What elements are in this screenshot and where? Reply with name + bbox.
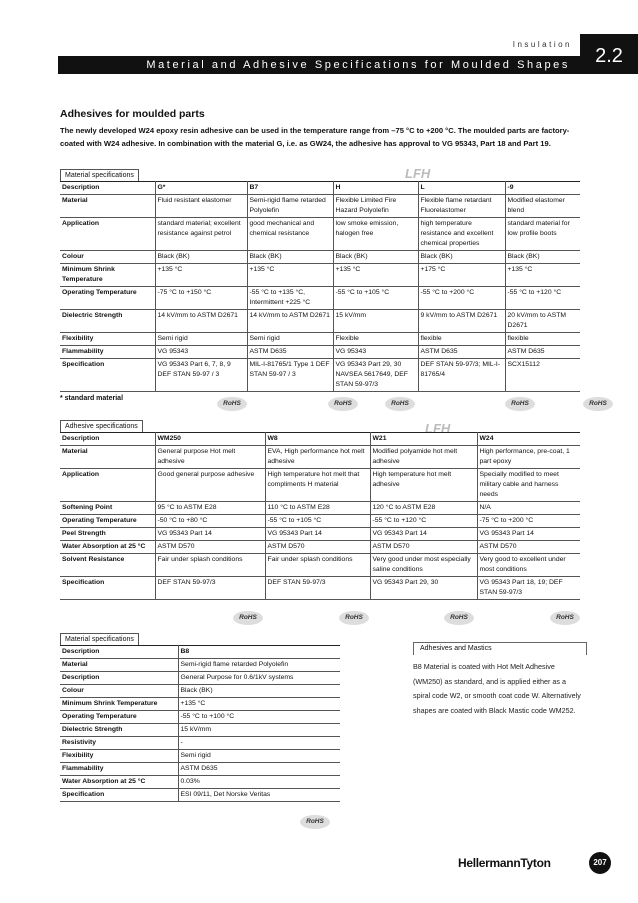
table-cell: low smoke emission, halogen free	[333, 218, 418, 251]
table-cell: General Purpose for 0.6/1kV systems	[178, 672, 340, 685]
table-cell: Application	[62, 471, 100, 478]
table-cell: +175 °C	[418, 264, 505, 287]
table-row	[60, 685, 340, 698]
table-cell: Operating Temperature	[62, 289, 137, 296]
table-cell: +135 °C	[178, 698, 340, 711]
table-cell: 110 °C to ASTM E28	[265, 502, 370, 515]
table-cell: Material	[62, 661, 88, 668]
table-cell: ASTM D570	[265, 541, 370, 554]
table-cell: Black (BK)	[155, 251, 247, 264]
table-row	[60, 346, 580, 359]
table-row	[60, 541, 580, 554]
table-cell: Flammability	[62, 765, 104, 772]
table-cell: standard material for low profile boots	[505, 218, 580, 251]
table-cell: Black (BK)	[247, 251, 333, 264]
adhesive-spec-table	[60, 432, 580, 600]
table-cell: Softening Point	[62, 504, 113, 511]
table-cell: standard material; excellent resistance against petrol	[155, 218, 247, 251]
table-row	[60, 750, 340, 763]
table-cell: General purpose Hot melt adhesive	[155, 446, 265, 469]
table-cell: -55 °C to +200 °C	[418, 287, 505, 310]
table-cell: -75 °C to +200 °C	[477, 515, 580, 528]
table-cell: Specification	[62, 361, 105, 368]
header-cell: Description	[62, 435, 100, 442]
table-cell: Application	[62, 220, 100, 227]
table-cell: Minimum Shrink Temperature	[62, 700, 158, 707]
table-cell: Black (BK)	[418, 251, 505, 264]
table-row	[60, 469, 580, 502]
table-cell: 15 kV/mm	[178, 724, 340, 737]
table-cell: VG 95343	[155, 346, 247, 359]
mastics-label: Adhesives and Mastics	[413, 642, 587, 655]
table-cell: -50 °C to +80 °C	[155, 515, 265, 528]
table-cell: Description	[62, 674, 100, 681]
section-title: Adhesives for moulded parts	[60, 108, 205, 120]
rohs-badge: RoHS	[550, 611, 580, 625]
table-cell: 95 °C to ASTM E28	[155, 502, 265, 515]
table-cell: VG 95343 Part 14	[370, 528, 477, 541]
table-row	[60, 737, 340, 750]
rohs-badge: RoHS	[328, 397, 358, 411]
table-cell: Dielectric Strength	[62, 726, 123, 733]
table-cell: Fair under splash conditions	[265, 554, 370, 577]
table-cell: Flexible Limited Fire Hazard Polyolefin	[333, 195, 418, 218]
table-cell: EVA, High performance hot melt adhesive	[265, 446, 370, 469]
adhesive-spec-label: Adhesive specifications	[60, 420, 143, 433]
table-row	[60, 763, 340, 776]
header-cell: H	[333, 182, 418, 195]
header-number: 2.2	[580, 34, 638, 74]
table-cell: 120 °C to ASTM E28	[370, 502, 477, 515]
table-cell: Black (BK)	[333, 251, 418, 264]
table-header-row	[60, 182, 580, 195]
table-cell: VG 95343	[333, 346, 418, 359]
table-cell: Material	[62, 448, 88, 455]
table-cell: Solvent Resistance	[62, 556, 125, 563]
table-cell: Colour	[62, 253, 84, 260]
header-cell: G*	[155, 182, 247, 195]
table-cell: Dielectric Strength	[62, 312, 123, 319]
header-cell: W8	[265, 433, 370, 446]
table-row	[60, 195, 580, 218]
table-row	[60, 502, 580, 515]
table-cell: Specification	[62, 579, 105, 586]
table-row	[60, 515, 580, 528]
table-cell: SCX15112	[505, 359, 580, 392]
table-cell: 20 kV/mm to ASTM D2671	[505, 310, 580, 333]
header-cell: W24	[477, 433, 580, 446]
table-cell: VG 95343 Part 18, 19; DEF STAN 59-97/3	[477, 577, 580, 600]
table-cell: DEF STAN 59-97/3; MIL-I-81765/4	[418, 359, 505, 392]
table-row	[60, 577, 580, 600]
header-cell: WM250	[155, 433, 265, 446]
table-cell: Modified polyamide hot melt adhesive	[370, 446, 477, 469]
table-row	[60, 724, 340, 737]
table-cell: Semi rigid	[178, 750, 340, 763]
table-cell: -55 °C to +100 °C	[178, 711, 340, 724]
rohs-badge: RoHS	[300, 815, 330, 829]
table-cell: Semi rigid	[247, 333, 333, 346]
header-section: Insulation	[512, 40, 572, 49]
table-row	[60, 264, 580, 287]
table-cell: 15 kV/mm	[333, 310, 418, 333]
lfh-logo: LFH	[425, 421, 451, 436]
table-cell: VG 95343 Part 29, 30	[370, 577, 477, 600]
table-cell: VG 95343 Part 29, 30 NAVSEA 5617649, DEF STAN 59-97/3	[333, 359, 418, 392]
table-cell: good mechanical and chemical resistance	[247, 218, 333, 251]
table-cell: 14 kV/mm to ASTM D2671	[155, 310, 247, 333]
table-cell: ESI 09/11, Det Norske Veritas	[178, 789, 340, 802]
mastics-text: B8 Material is coated with Hot Melt Adhesive (WM250) as standard, and is applied either as a spiral code W2, or smooth coat code W. Alternatively shapes are coated with Black Mastic code WM252.	[413, 662, 581, 715]
table-cell: +135 °C	[333, 264, 418, 287]
table-row	[60, 333, 580, 346]
table-cell: Colour	[62, 687, 84, 694]
rohs-badge: RoHS	[339, 611, 369, 625]
table-cell: Water Absorption at 25 °C	[62, 543, 146, 550]
table-cell: Semi-rigid flame retarded Polyolefin	[178, 659, 340, 672]
table-cell: Flexible flame retardant Fluorelastomer	[418, 195, 505, 218]
table-cell: 0.03%	[178, 776, 340, 789]
header-cell: W21	[370, 433, 477, 446]
rohs-badge: RoHS	[444, 611, 474, 625]
table-row	[60, 310, 580, 333]
table-cell: Material	[62, 197, 88, 204]
material-spec-label: Material specifications	[60, 169, 139, 182]
table-cell: Specially modified to meet military cable and harness needs	[477, 469, 580, 502]
table-cell: Fluid resistant elastomer	[155, 195, 247, 218]
table-cell: Very good under most especially saline conditions	[370, 554, 477, 577]
table-row	[60, 672, 340, 685]
table-cell: VG 95343 Part 14	[477, 528, 580, 541]
table-row	[60, 698, 340, 711]
table-header-row	[60, 646, 340, 659]
table-cell: -	[178, 737, 340, 750]
table-cell: Flexibility	[62, 335, 94, 342]
table-cell: Peel Strength	[62, 530, 106, 537]
table-cell: ASTM D570	[477, 541, 580, 554]
header-title: Material and Adhesive Specifications for Moulded Shapes	[58, 56, 580, 74]
table-cell: Operating Temperature	[62, 713, 137, 720]
table-cell: Water Absorption at 25 °C	[62, 778, 146, 785]
table-cell: -55 °C to +105 °C	[265, 515, 370, 528]
table-row	[60, 554, 580, 577]
table-row	[60, 711, 340, 724]
table-cell: flexible	[505, 333, 580, 346]
header-cell: B7	[247, 182, 333, 195]
table-cell: 9 kV/mm to ASTM D2671	[418, 310, 505, 333]
intro-text: The newly developed W24 epoxy resin adhesive can be used in the temperature range from –75 °C to +200 °C. The moulded parts are factory-coated with W24 adhesive. In combination with the material G, i.e. as GW24, the adhesive has approval to VG 95343, Part 18 and Part 19.	[60, 126, 570, 148]
table-cell: -55 °C to +120 °C	[505, 287, 580, 310]
table-cell: Semi-rigid flame retarded Polyolefin	[247, 195, 333, 218]
standard-material-note: * standard material	[60, 395, 124, 402]
table-cell: 14 kV/mm to ASTM D2671	[247, 310, 333, 333]
table-row	[60, 251, 580, 264]
table-cell: high temperature resistance and excellent chemical properties	[418, 218, 505, 251]
table-cell: -75 °C to +150 °C	[155, 287, 247, 310]
rohs-badge: RoHS	[217, 397, 247, 411]
table-cell: VG 95343 Part 14	[155, 528, 265, 541]
header-cell: B8	[178, 646, 340, 659]
table-cell: Operating Temperature	[62, 517, 137, 524]
table-cell: -55 °C to +120 °C	[370, 515, 477, 528]
table-cell: Very good to excellent under most conditions	[477, 554, 580, 577]
table-row	[60, 218, 580, 251]
table-row	[60, 659, 340, 672]
table-cell: ASTM D570	[155, 541, 265, 554]
table-cell: Flexible	[333, 333, 418, 346]
table-cell: Black (BK)	[178, 685, 340, 698]
b8-spec-table	[60, 645, 340, 802]
table-cell: -55 °C to +135 °C, Intermittent +225 °C	[247, 287, 333, 310]
table-cell: ASTM D635	[247, 346, 333, 359]
header-cell: L	[418, 182, 505, 195]
table-row	[60, 359, 580, 392]
table-cell: Semi rigid	[155, 333, 247, 346]
table-cell: Black (BK)	[505, 251, 580, 264]
table-cell: Flammability	[62, 348, 104, 355]
table-row	[60, 528, 580, 541]
table-cell: High temperature hot melt that compliments H material	[265, 469, 370, 502]
table-cell: ASTM D635	[178, 763, 340, 776]
table-row	[60, 287, 580, 310]
table-cell: ASTM D570	[370, 541, 477, 554]
table-header-row	[60, 433, 580, 446]
table-cell: -55 °C to +105 °C	[333, 287, 418, 310]
brand-logo: HellermannTyton	[458, 856, 551, 870]
material-spec-table	[60, 181, 580, 392]
rohs-badge: RoHS	[505, 397, 535, 411]
table-cell: +135 °C	[155, 264, 247, 287]
table-cell: +135 °C	[505, 264, 580, 287]
table-cell: Flexibility	[62, 752, 94, 759]
table-cell: Resistivity	[62, 739, 97, 746]
table-row	[60, 446, 580, 469]
lfh-logo: LFH	[405, 166, 431, 181]
table-cell: VG 95343 Part 14	[265, 528, 370, 541]
table-cell: MIL-I-81765/1 Type 1 DEF STAN 59-97 / 3	[247, 359, 333, 392]
table-cell: flexible	[418, 333, 505, 346]
table-cell: Specification	[62, 791, 105, 798]
table-cell: ASTM D635	[418, 346, 505, 359]
header-cell: Description	[62, 184, 100, 191]
table-cell: Good general purpose adhesive	[155, 469, 265, 502]
table-cell: VG 95343 Part 6, 7, 8, 9 DEF STAN 59-97 / 3	[155, 359, 247, 392]
table-cell: ASTM D635	[505, 346, 580, 359]
page-number: 207	[589, 852, 611, 874]
header-cell: Description	[62, 648, 100, 655]
table-cell: DEF STAN 59-97/3	[155, 577, 265, 600]
table-cell: Minimum Shrink Temperature	[62, 266, 115, 283]
table-cell: High performance, pre-coat, 1 part epoxy	[477, 446, 580, 469]
table-cell: N/A	[477, 502, 580, 515]
rohs-badge: RoHS	[233, 611, 263, 625]
table-cell: Modified elastomer blend	[505, 195, 580, 218]
rohs-badge: RoHS	[583, 397, 613, 411]
table-cell: +135 °C	[247, 264, 333, 287]
table-row	[60, 776, 340, 789]
header-cell: -9	[505, 182, 580, 195]
rohs-badge: RoHS	[385, 397, 415, 411]
table-cell: Fair under splash conditions	[155, 554, 265, 577]
table-cell: DEF STAN 59-97/3	[265, 577, 370, 600]
b8-spec-label: Material specifications	[60, 633, 139, 646]
table-cell: High temperature hot melt adhesive	[370, 469, 477, 502]
table-row	[60, 789, 340, 802]
